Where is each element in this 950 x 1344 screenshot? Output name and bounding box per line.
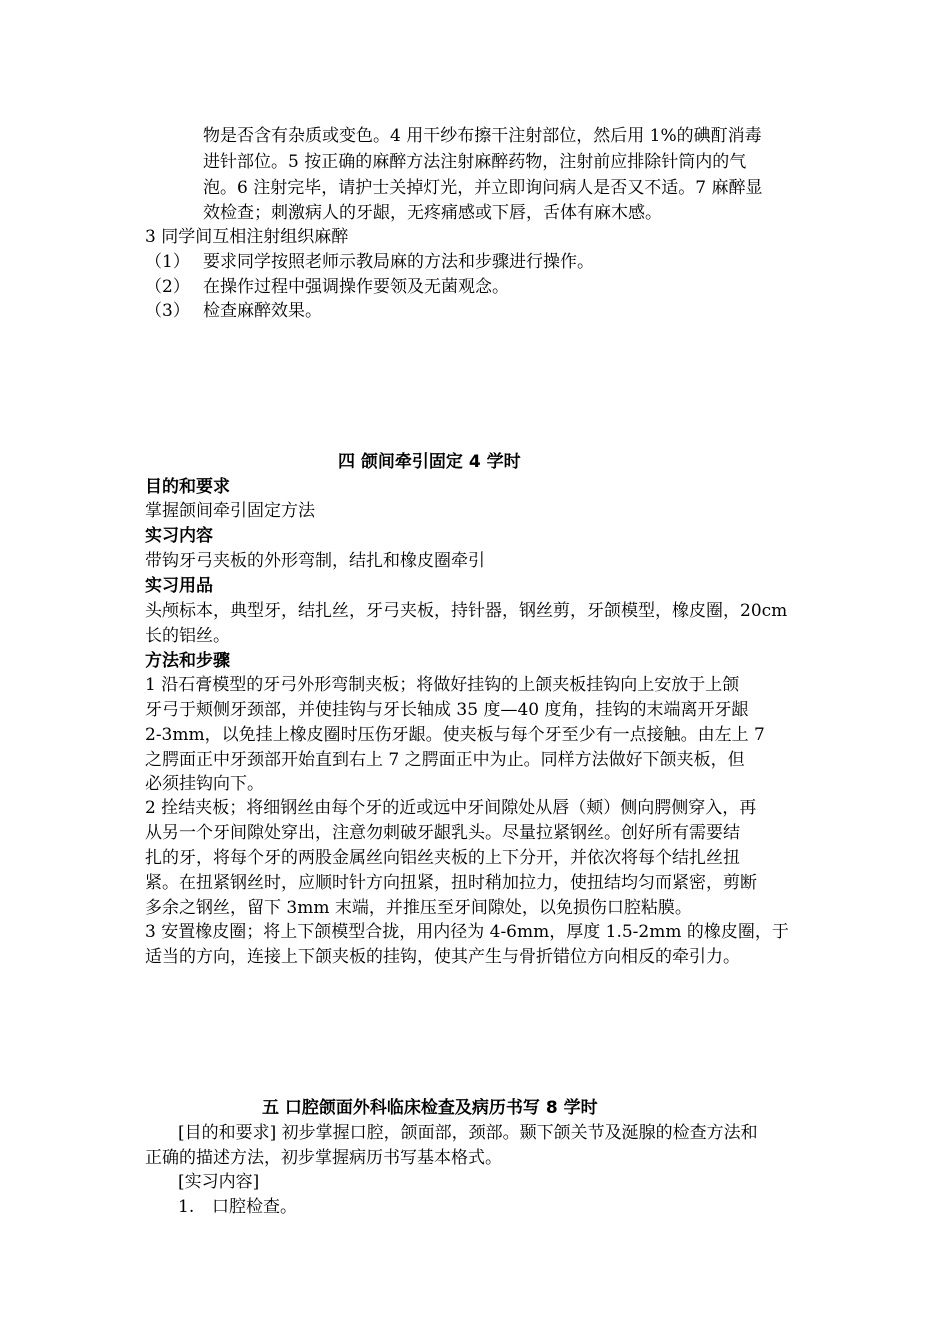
method-line: 紧。在扭紧钢丝时，应顺时针方向扭紧，扭时稍加拉力，使扭结均匀而紧密，剪断 [145,873,757,893]
content-text: 带钩牙弓夹板的外形弯制，结扎和橡皮圈牵引 [145,551,485,571]
heading-purpose: 目的和要求 [145,477,230,497]
method-line: 1 沿石膏模型的牙弓外形弯制夹板；将做好挂钩的上颌夹板挂钩向上安放于上颌 [145,675,740,695]
purpose-line: [目的和要求] 初步掌握口腔，颌面部，颈部。颞下颌关节及涎腺的检查方法和 [178,1123,758,1143]
method-line: 多余之钢丝，留下 3mm 末端，并推压至牙间隙处，以免损伤口腔粘膜。 [145,898,692,918]
list-item-text: 口腔检查。 [212,1197,297,1217]
method-line: 适当的方向，连接上下颌夹板的挂钩，使其产生与骨折错位方向相反的牵引力。 [145,947,740,967]
section-title: 四 颌间牵引固定 4 学时 [338,452,521,472]
method-line: 必须挂钩向下。 [145,774,264,794]
method-line: 之腭面正中牙颈部开始直到右上 7 之腭面正中为止。同样方法做好下颌夹板，但 [145,750,745,770]
supplies-text: 长的铝丝。 [145,626,230,646]
heading-content: 实习内容 [145,526,213,546]
text-line: 泡。6 注射完毕，请护士关掉灯光，并立即询问病人是否又不适。7 麻醉显 [203,178,763,198]
section-title: 五 口腔颌面外科临床检查及病历书写 8 学时 [262,1098,598,1118]
purpose-text: 掌握颌间牵引固定方法 [145,501,315,521]
method-line: 从另一个牙间隙处穿出，注意勿刺破牙龈乳头。尽量拉紧钢丝。创好所有需要结 [145,823,740,843]
method-line: 2-3mm，以免挂上橡皮圈时压伤牙龈。使夹板与每个牙至少有一点接触。由左上 7 [145,725,765,745]
heading-supplies: 实习用品 [145,576,213,596]
method-line: 扎的牙，将每个牙的两股金属丝向铝丝夹板的上下分开，并依次将每个结扎丝扭 [145,848,740,868]
supplies-text: 头颅标本，典型牙，结扎丝，牙弓夹板，持针器，钢丝剪，牙颌模型，橡皮圈，20cm [145,601,788,621]
sub-item-text: 检查麻醉效果。 [203,301,322,321]
content-header: [实习内容] [178,1172,260,1192]
sub-item-text: 在操作过程中强调操作要领及无菌观念。 [203,277,509,297]
sub-item-text: 要求同学按照老师示教局麻的方法和步骤进行操作。 [203,252,594,272]
sub-item-number: （3） [145,301,190,321]
method-line: 2 拴结夹板；将细钢丝由每个牙的近或远中牙间隙处从唇（颊）侧向腭侧穿入，再 [145,798,757,818]
text-line: 进针部位。5 按正确的麻醉方法注射麻醉药物，注射前应排除针筒内的气 [203,152,747,172]
list-item-3: 3 同学间互相注射组织麻醉 [145,227,349,247]
purpose-line: 正确的描述方法，初步掌握病历书写基本格式。 [145,1148,502,1168]
list-item-number: 1. [178,1197,195,1217]
method-line: 3 安置橡皮圈；将上下颌模型合拢，用内径为 4-6mm，厚度 1.5-2mm 的橡皮圈，于 [145,922,789,942]
heading-method: 方法和步骤 [145,651,230,671]
sub-item-number: （2） [145,277,190,297]
method-line: 牙弓于颊侧牙颈部，并使挂钩与牙长轴成 35 度—40 度角，挂钩的末端离开牙龈 [145,700,749,720]
text-line: 效检查；刺激病人的牙龈，无疼痛感或下唇，舌体有麻木感。 [203,203,662,223]
sub-item-number: （1） [145,252,190,272]
text-line: 物是否含有杂质或变色。4 用干纱布擦干注射部位，然后用 1%的碘酊消毒 [203,126,762,146]
